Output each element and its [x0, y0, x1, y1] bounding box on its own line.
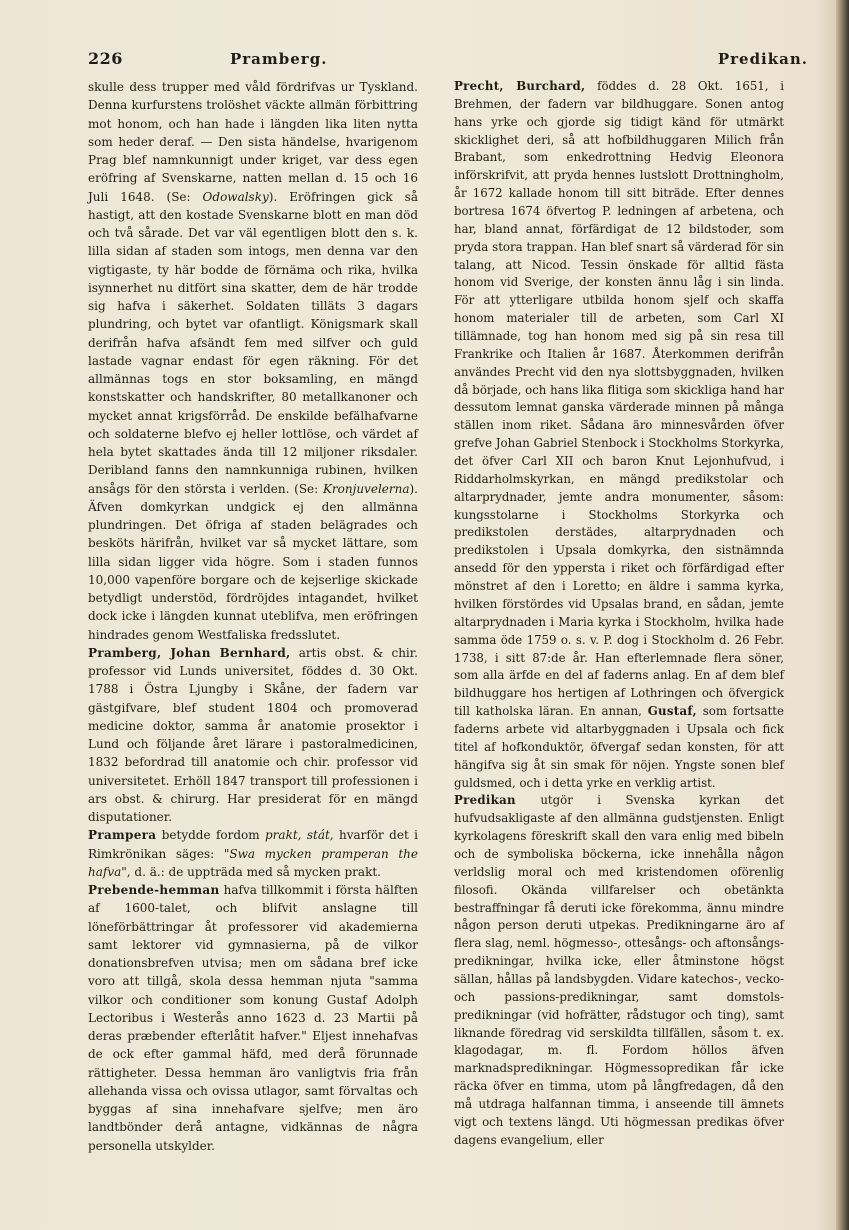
running-header	[88, 48, 808, 72]
page-edge-shadow	[836, 0, 849, 1230]
entry-prag-continuation	[88, 78, 418, 644]
italic-term: prakt, stát,	[265, 828, 334, 843]
headword: Precht, Burchard,	[454, 79, 586, 93]
italic-quote: Swa mycken pramperan the hafva	[88, 846, 418, 879]
right-column	[454, 78, 784, 1150]
entry-pramberg	[88, 644, 418, 827]
headword: Prampera	[88, 828, 157, 843]
header-right-title: Predikan.	[717, 50, 808, 68]
left-column	[88, 78, 418, 1155]
entry-precht	[454, 78, 784, 792]
text-run: hvarför det i Rimkrönikan säges: "	[88, 828, 418, 861]
sub-headword: Gustaf,	[647, 704, 697, 719]
cross-reference: Odowalsky	[202, 189, 269, 204]
text-run: skulle dess trupper med våld fördrifvas ur Tyskland. Denna kurfurstens trolöshet väckte allmän förbittring mot honom, och han hade i längden lika liten nytta som heder deraf. — Den sista händelse, hvarigenom Prag blef namnkunnigt under kriget, var dess egen eröfring af Svenskarne, natten mellan d. 15 och 16 Juli 1648. (Se:	[88, 80, 418, 204]
cross-reference: Kronjuvelerna	[322, 481, 410, 496]
entry-prebende-hemman	[88, 881, 418, 1155]
text-run: föddes d. 28 Okt. 1651, i Brehmen, der fadern var bildhuggare. Sonen antog hans yrke och gjorde sig tidigt känd för utmärkt skicklighet deri, så att hofbildhuggaren Milich från Brabant, som enkedrottning Hedvig Eleonora införskrifvit, att pryda hennes lustslott Drottningholm, år 1672 kallade honom till sitt biträde. Efter dennes bortresa 1674 öfvertog P. ledningen af arbetena, och har, bland annat, förfärdigat de 12 bildstoder, som pryda stora trappan. Han blef snart så värderad för sin talang, att Nicod. Tessin önskade för alltid fästa honom vid Sverige, der konsten ännu låg i sin linda. För att ytterligare utbilda honom sjelf och skaffa honom materialer till de arbeten, som Carl XI tillämnade, tog han honom med sig på sin resa till Frankrike och Italien år 1687. Återkommen derifrån användes Precht vid den nya slottsbyggnaden, hvilken då började, och hans lika flitiga som skickliga hand har dessutom lemnat ganska värderade minnen på många ställen inom riket. Sådana äro minnesvården öfver grefve Johan Gabriel Stenbock i Stockholms Storkyrka, det öfver Carl XII och baron Knut Lejonhufvud, i Riddarholmskyrkan, en mängd predikstolar och altarprydnader, jemte andra monumenter, såsom: kungsstolarne i Stockholms Storkyrka och predikstolen derstädes, altarprydnaden och predikstolen i Upsala domkyrka, den sistnämnda ansedd för den yppersta i riket och förfärdigad efter mönstret af den i Loretto; en äldre i samma kyrka, hvilken förstördes vid Upsalas brand, en sådan, jemte altarprydnaden i Maria kyrka i Stockholm, hvilka hade samma öde 1759 o. s. v. P. dog i Stockholm d. 26 Febr. 1738, i sitt 87:de år. Han efterlemnade flera söner, som alla ärfde en del af faderns anlag. En af dem blef bildhuggare hos hertigen af Lothringen och öfvergick till katholska läran. En annan,	[454, 79, 784, 719]
text-run: ). Eröfringen gick så hastigt, att den kostade Svenskarne blott en man död och två sårade. Det var väl egentligen blott den s. k. lilla sidan af staden som intogs, men denna var den vigtigaste, ty här bodde de förnäma och rika, hvilka isynnerhet nu ditfört sina skatter, dem de här trodde sig hafva i säkerhet. Soldaten tilläts 3 dagars plundring, och bytet var ofantligt. Königsmark skall derifrån hafva afsändt fem med silfver och guld lastade vagnar endast för egen räkning. För det allmännas togs en stor boksamling, en mängd konstskatter och handskrifter, 80 metallkanoner och mycket annat krigsförråd. De enskilde befälhafvarne och soldaterne blefvo ej heller lottlöse, och värdet af hela bytet skattades ända till 12 miljoner riksdaler. Deribland fanns den namnkunniga rubinen, hvilken ansågs för den största i verlden. (Se:	[88, 189, 418, 496]
text-run: betydde fordom	[156, 828, 265, 843]
headword: Pramberg, Johan Bernhard,	[88, 645, 291, 660]
text-run: som fortsatte faderns arbete vid altarbyggnaden i Upsala och fick titel af hofkonduktör, öfvergaf sedan konsten, för att hängifva sig åt sin smak för nöjen. Yngste sonen blef guldsmed, och i detta yrke en verklig artist.	[454, 704, 784, 790]
header-left-title: Pramberg.	[230, 50, 328, 68]
page-number: 226	[88, 49, 123, 68]
text-run: ", d. ä.: de uppträda med så mycken prakt.	[121, 864, 381, 879]
entry-text: artis obst. & chir. professor vid Lunds universitet, föddes d. 30 Okt. 1788 i Östra Ljungby i Skåne, der fadern var gästgifvare, blef student 1804 och promoverad medicine doktor, samma år anatomie prosektor i Lund och följande året lärare i pastoralmedicinen, 1832 befordrad till anatomie och chir. professor vid universitetet. Erhöll 1847 transport till professionen i ars obst. & chirurg. Har presiderat för en mängd disputationer.	[88, 645, 418, 824]
headword: Predikan	[454, 793, 516, 808]
text-run: ). Äfven domkyrkan undgick ej den allmänna plundringen. Det öfriga af staden belägrades och besköts härifrån, hvilket var så mycket lättare, som lilla sidan ligger vida högre. Som i staden funnos 10,000 vapenföre borgare och de kejserlige skickade betydligt understöd, fördröjdes intagandet, hvilket dock icke i längden kunnat uteblifva, men eröfringen hindrades genom Westfaliska fredsslutet.	[88, 481, 418, 642]
entry-predikan	[454, 792, 784, 1149]
entry-prampera	[88, 826, 418, 881]
entry-text: hafva tillkommit i första hälften af 1600-talet, och blifvit anslagne till löneförbättringar åt professorer vid akademierna samt lektorer vid gymnasierna, på de vilkor donationsbrefven utvisa; men om sådana bref icke voro att tillgå, skola dessa hemman njuta "samma vilkor och conditioner som konung Gustaf Adolph Lectoribus i Westerås anno 1623 d. 23 Martii på deras præbender efterlåtit hafver." Eljest innehafvas de ock efter gammal häfd, med derå förunnade rättigheter. Dessa hemman äro vanligtvis fria från allehanda vissa och ovissa utlagor, samt förvaltas och byggas af sina innehafvare sjelfve; men äro landtbönder derå antagne, vidkännas de några personella utskylder.	[88, 883, 418, 1153]
entry-text: utgör i Svenska kyrkan det hufvudsakligaste af den allmänna gudstjensten. Enligt kyrkolagens föreskrift skall den vara enlig med bibeln och de symboliska böckerna, icke innehålla någon verldslig moral och med kristendomen oförenlig filosofi. Okända villfarelser och obetänkta bestraffningar få deruti icke förekomma, ännu mindre någon person deruti utpekas. Predikningarne äro af flera slag, neml. högmesso-, ottesångs- och aftonsångs-predikningar, hvilka icke, eller åtminstone högst sällan, hållas på landsbygden. Vidare katechos-, vecko- och passions-predikningar, samt domstols-predikningar (vid hofrätter, rådstugor och ting), samt liknande föredrag vid serskildta tillfällen, såsom t. ex. klagodagar, m. fl. Fordom höllos äfven marknadspredikningar. Högmessopredikan får icke räcka öfver en timma, utom på långfredagen, då den må utdraga halfannan timma, i anseende till ämnets vigt och textens längd. Uti högmessan predikas öfver dagens evangelium, eller	[454, 793, 784, 1147]
headword: Prebende-hemman	[88, 883, 220, 897]
